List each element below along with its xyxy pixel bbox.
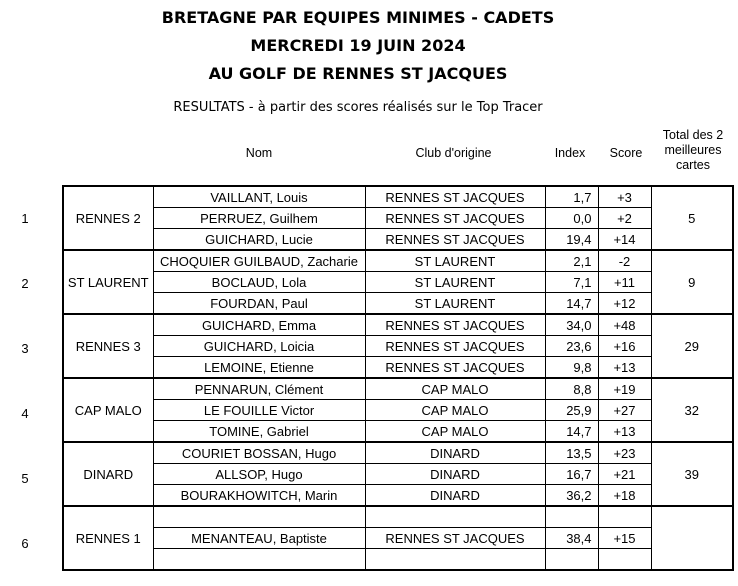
header-score: Score — [609, 146, 643, 160]
player-club: CAP MALO — [365, 421, 545, 443]
player-score: +16 — [598, 336, 651, 357]
player-score: +18 — [598, 485, 651, 507]
table-row — [63, 378, 733, 400]
player-name: GUICHARD, Emma — [153, 314, 365, 336]
table-row — [63, 186, 733, 208]
player-index: 2,1 — [545, 250, 598, 272]
player-index: 38,4 — [545, 528, 598, 549]
player-club: RENNES ST JACQUES — [365, 186, 545, 208]
player-score: +48 — [598, 314, 651, 336]
player-club: RENNES ST JACQUES — [365, 528, 545, 549]
player-name: LE FOUILLE Victor — [153, 400, 365, 421]
player-name: GUICHARD, Lucie — [153, 229, 365, 251]
player-score: +23 — [598, 442, 651, 464]
table-row — [63, 314, 733, 336]
player-name: GUICHARD, Loicia — [153, 336, 365, 357]
table-row — [63, 442, 733, 464]
rank-label: 6 — [21, 536, 29, 551]
player-club: RENNES ST JACQUES — [365, 357, 545, 379]
player-score: +21 — [598, 464, 651, 485]
header-index: Index — [554, 146, 586, 160]
table-row — [63, 357, 733, 379]
player-index: 1,7 — [545, 186, 598, 208]
header-nom: Nom — [245, 146, 273, 160]
player-score: +2 — [598, 208, 651, 229]
player-score: +13 — [598, 357, 651, 379]
results-subtitle: RESULTATS - à partir des scores réalisés sur le Top Tracer — [173, 100, 543, 115]
player-score: -2 — [598, 250, 651, 272]
player-name: TOMINE, Gabriel — [153, 421, 365, 443]
player-club: DINARD — [365, 442, 545, 464]
rank-label: 3 — [21, 341, 29, 356]
rank-label: 5 — [21, 471, 29, 486]
player-score: +19 — [598, 378, 651, 400]
team-total: 5 — [651, 186, 733, 250]
player-score: +11 — [598, 272, 651, 293]
player-score: +13 — [598, 421, 651, 443]
player-index: 25,9 — [545, 400, 598, 421]
team-name: RENNES 3 — [63, 314, 153, 378]
player-name: PERRUEZ, Guilhem — [153, 208, 365, 229]
player-name — [153, 549, 365, 571]
title-venue: AU GOLF DE RENNES ST JACQUES — [208, 64, 508, 83]
player-name: COURIET BOSSAN, Hugo — [153, 442, 365, 464]
team-total: 29 — [651, 314, 733, 378]
player-index: 36,2 — [545, 485, 598, 507]
player-club: DINARD — [365, 485, 545, 507]
header-club: Club d'origine — [415, 146, 492, 160]
player-name: ALLSOP, Hugo — [153, 464, 365, 485]
player-club — [365, 549, 545, 571]
player-index: 23,6 — [545, 336, 598, 357]
rank-label: 2 — [21, 276, 29, 291]
rank-label: 1 — [21, 211, 29, 226]
table-row — [63, 400, 733, 421]
player-club: RENNES ST JACQUES — [365, 336, 545, 357]
team-total: 32 — [651, 378, 733, 442]
player-index: 0,0 — [545, 208, 598, 229]
player-score — [598, 506, 651, 528]
player-name: BOCLAUD, Lola — [153, 272, 365, 293]
player-name — [153, 506, 365, 528]
player-club: ST LAURENT — [365, 272, 545, 293]
table-row — [63, 336, 733, 357]
team-total: 39 — [651, 442, 733, 506]
team-total: 9 — [651, 250, 733, 314]
header-total: Total des 2 meilleures cartes — [662, 128, 724, 172]
table-row — [63, 528, 733, 549]
player-name: CHOQUIER GUILBAUD, Zacharie — [153, 250, 365, 272]
team-total — [651, 506, 733, 570]
player-score: +14 — [598, 229, 651, 251]
player-club: RENNES ST JACQUES — [365, 229, 545, 251]
player-score — [598, 549, 651, 571]
table-row — [63, 272, 733, 293]
player-name: LEMOINE, Etienne — [153, 357, 365, 379]
table-row — [63, 485, 733, 507]
player-club: RENNES ST JACQUES — [365, 208, 545, 229]
team-name: RENNES 1 — [63, 506, 153, 570]
player-club: RENNES ST JACQUES — [365, 314, 545, 336]
table-row — [63, 293, 733, 315]
player-club: CAP MALO — [365, 400, 545, 421]
player-score: +15 — [598, 528, 651, 549]
table-row — [63, 464, 733, 485]
player-index: 34,0 — [545, 314, 598, 336]
title-competition: BRETAGNE PAR EQUIPES MINIMES - CADETS — [161, 8, 555, 27]
player-index: 7,1 — [545, 272, 598, 293]
player-index: 14,7 — [545, 293, 598, 315]
player-name: FOURDAN, Paul — [153, 293, 365, 315]
player-name: PENNARUN, Clément — [153, 378, 365, 400]
results-table — [62, 185, 734, 571]
table-row — [63, 506, 733, 528]
player-score: +27 — [598, 400, 651, 421]
player-index — [545, 506, 598, 528]
title-date: MERCREDI 19 JUIN 2024 — [250, 36, 466, 55]
team-name: CAP MALO — [63, 378, 153, 442]
player-index: 13,5 — [545, 442, 598, 464]
player-club: ST LAURENT — [365, 250, 545, 272]
table-row — [63, 229, 733, 251]
table-row — [63, 208, 733, 229]
team-name: ST LAURENT — [63, 250, 153, 314]
player-name: MENANTEAU, Baptiste — [153, 528, 365, 549]
table-row — [63, 549, 733, 571]
team-name: RENNES 2 — [63, 186, 153, 250]
player-club: CAP MALO — [365, 378, 545, 400]
player-name: BOURAKHOWITCH, Marin — [153, 485, 365, 507]
player-club: DINARD — [365, 464, 545, 485]
team-name: DINARD — [63, 442, 153, 506]
player-index: 8,8 — [545, 378, 598, 400]
player-club — [365, 506, 545, 528]
player-index — [545, 549, 598, 571]
table-row — [63, 421, 733, 443]
player-index: 16,7 — [545, 464, 598, 485]
player-index: 14,7 — [545, 421, 598, 443]
player-name: VAILLANT, Louis — [153, 186, 365, 208]
player-index: 9,8 — [545, 357, 598, 379]
player-club: ST LAURENT — [365, 293, 545, 315]
table-row — [63, 250, 733, 272]
rank-label: 4 — [21, 406, 29, 421]
player-index: 19,4 — [545, 229, 598, 251]
player-score: +3 — [598, 186, 651, 208]
player-score: +12 — [598, 293, 651, 315]
